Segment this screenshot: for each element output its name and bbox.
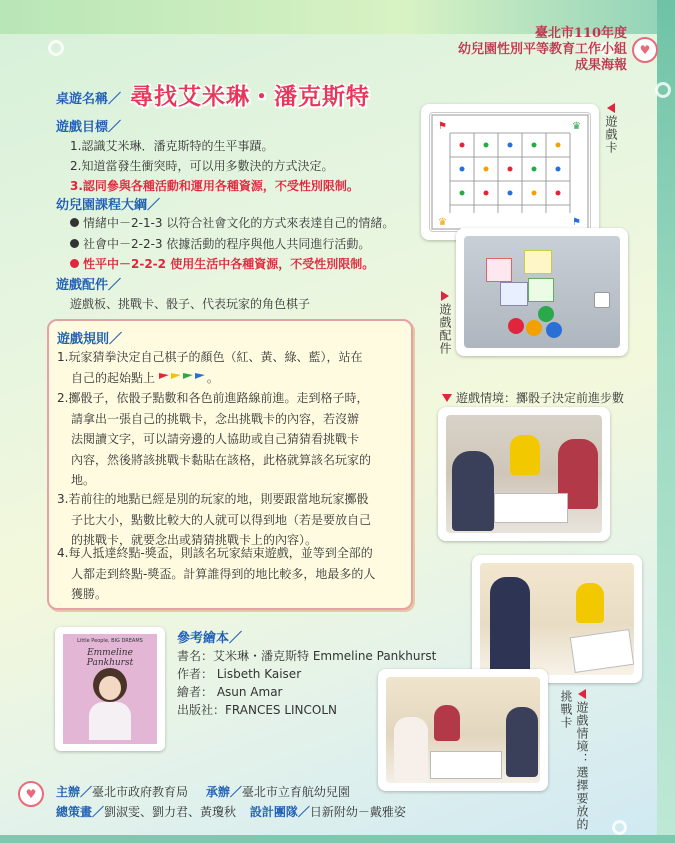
curriculum-item-3: 性平中－2-2-2 使用生活中各種資源，不受性別限制。 [70,255,374,272]
reference-book: 書名：艾米琳・潘克斯特 Emmeline Pankhurst [177,649,437,663]
game-board [570,629,634,673]
right-decor-band [657,0,675,843]
objective-1: 1.認識艾米琳．潘克斯特的生平事蹟。 [70,139,274,153]
reference-label: 參考繪本／ [177,631,243,646]
game-name-label: 桌遊名稱／ [56,92,122,107]
triangle-icon [578,689,586,699]
game-board [494,493,568,523]
footer-line-2: 總策畫／劉淑雯、劉力君、黃瓊秋 設計團隊／日新附幼－戴雅姿 [56,805,406,819]
game-board-illustration [430,113,590,231]
components-label: 遊戲配件／ [56,278,122,293]
game-board [430,751,502,779]
decor-circle [48,40,64,56]
curriculum-item-2: 社會中－2-2-3 依據活動的程序與他人共同進行活動。 [70,235,370,252]
rule-3: 3.若前往的地點已經是別的玩家的地，則要跟當地玩家擲骰 子比大小，點數比較大的人就可以得到地（若是要放自己 的挑戰卡，就要念出或猜猜挑戰卡上的內容）。 [57,492,372,547]
scene2a-photo [472,555,642,683]
objective-3: 3.認同參與各種活動和運用各種資源，不受性別限制。 [70,179,359,193]
header-line-2: 幼兒園性別平等教育工作小組 [457,42,627,57]
child-figure [434,705,460,741]
reference-author: 作者： Lisbeth Kaiser [177,667,302,681]
child-figure [394,717,428,783]
heart-icon: ♥ [632,37,658,63]
reference-publisher: 出版社：FRANCES LINCOLN [177,703,338,717]
scene1-photo [438,407,610,541]
curriculum-item-1: 情緒中－2-1-3 以符合社會文化的方式來表達自己的情緒。 [70,214,394,231]
challenge-card [528,278,554,302]
child-figure [510,435,540,475]
red-token [508,318,524,334]
game-title: 尋找艾米琳・潘克斯特 [130,84,370,110]
rule-2: 2.擲骰子，依骰子點數和各色前進路線前進。走到格子時， 請拿出一張自己的挑戰卡，念出挑戰卡的內容，若沒辦 法閱讀文字，可以請旁邊的人協助或自己猜猜看挑戰卡 內容，然後將該挑戰卡黏貼在該格，此格就算該名玩家的 地。 [57,391,372,487]
green-flag-icon [183,373,193,383]
triangle-icon [442,394,452,402]
bullet-icon [70,259,79,268]
heart-icon: ♥ [18,781,44,807]
rules-box [47,319,413,610]
scene2b-photo [378,669,548,791]
rules-label: 遊戲規則／ [57,332,123,347]
blue-flag-icon [195,373,205,383]
book-cover-photo [55,627,165,751]
scene1-label: 遊戲情境：擲骰子決定前進步數 [442,389,624,406]
book-cover-title: Emmeline Pankhurst [86,648,134,668]
svg-text:⚑: ⚑ [438,121,447,132]
book-cover [63,634,157,744]
challenge-card [486,258,512,282]
portrait-dress [89,702,131,740]
book-series: Little People, BIG DREAMS [77,638,143,644]
blue-token [546,322,562,338]
card-label: 遊戲卡 [603,104,620,154]
svg-text:♛: ♛ [438,217,447,228]
game-board-photo [421,104,599,240]
objectives-label: 遊戲目標／ [56,120,122,135]
reference-illustrator: 繪者： Asun Amar [177,685,283,699]
rule-1: 1.玩家猜拳決定自己棋子的顏色（紅、黃、綠、藍），站在 自己的起始點上 。 [57,350,363,385]
svg-text:⚑: ⚑ [572,217,581,228]
decor-circle [655,82,671,98]
bullet-icon [70,239,79,248]
bullet-icon [70,218,79,227]
yellow-token [526,320,542,336]
objective-2: 2.知道當發生衝突時，可以用多數決的方式決定。 [70,159,334,173]
components-text: 遊戲板、挑戰卡、骰子、代表玩家的角色棋子 [70,297,311,311]
rule-4: 4.每人抵達終點-獎盃，則該名玩家結束遊戲，並等到全部的 人都走到終點-獎盃。計算誰得到的地比較多，地最多的人 獲勝。 [57,546,376,601]
portrait-face [99,676,121,700]
child-figure [452,451,494,531]
curriculum-label: 幼兒園課程大綱／ [56,198,161,213]
scene2-label: 遊戲情境：選擇要放的挑戰卡 [559,690,589,831]
dice [594,292,610,308]
header-line-3: 成果海報 [574,58,627,73]
decor-circle [612,820,627,835]
child-figure [506,707,538,777]
header-line-1: 臺北市110年度 [534,26,627,41]
parts-label: 遊戲配件 [437,292,454,355]
triangle-icon [607,103,615,113]
game-parts-photo [456,228,628,356]
red-flag-icon [159,373,169,383]
yellow-flag-icon [171,373,181,383]
poster-header [458,26,627,74]
green-token [538,306,554,322]
challenge-card [500,282,528,306]
child-figure [490,577,530,673]
footer-line-1: 主辦／臺北市政府教育局 承辦／臺北市立育航幼兒園 [56,785,350,799]
svg-text:♛: ♛ [572,121,581,132]
challenge-card [524,250,552,274]
child-figure [576,583,604,623]
triangle-icon [441,291,449,301]
